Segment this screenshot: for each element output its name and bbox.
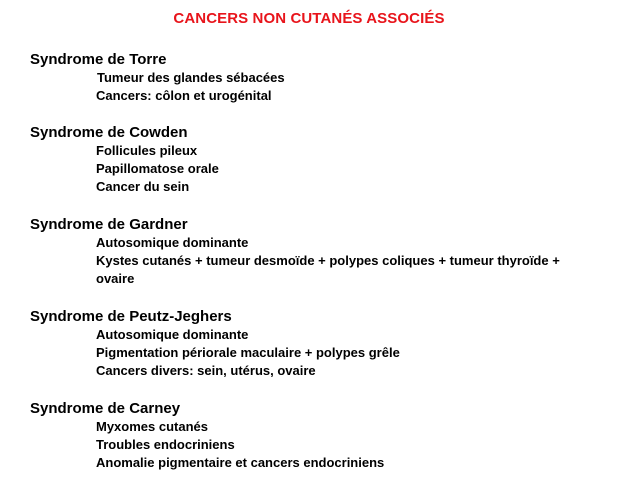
list-item: Autosomique dominante bbox=[96, 327, 249, 342]
item-list bbox=[30, 418, 610, 472]
list-item: Myxomes cutanés bbox=[96, 419, 208, 434]
section-heading: Syndrome de Torre bbox=[30, 51, 167, 68]
slide-title: CANCERS NON CUTANÉS ASSOCIÉS bbox=[173, 10, 445, 27]
list-item: Cancer du sein bbox=[96, 179, 190, 194]
section-cowden bbox=[30, 124, 610, 196]
list-item: Cancers: côlon et urogénital bbox=[96, 88, 272, 103]
section-heading: Syndrome de Carney bbox=[30, 400, 181, 417]
list-item: Troubles endocriniens bbox=[96, 437, 235, 452]
list-item: Follicules pileux bbox=[96, 143, 198, 158]
item-list bbox=[30, 142, 610, 196]
list-item: Kystes cutanés + tumeur desmoïde + polypes coliques + tumeur thyroïde + ovaire bbox=[96, 253, 560, 286]
list-item: Pigmentation périorale maculaire + polypes grêle bbox=[96, 345, 400, 360]
section-gardner bbox=[30, 216, 610, 288]
section-carney bbox=[30, 400, 610, 472]
item-list bbox=[30, 69, 610, 105]
item-list bbox=[30, 326, 610, 380]
section-heading: Syndrome de Peutz-Jeghers bbox=[30, 308, 232, 325]
list-item: Papillomatose orale bbox=[96, 161, 219, 176]
section-heading: Syndrome de Cowden bbox=[30, 124, 188, 141]
section-heading: Syndrome de Gardner bbox=[30, 216, 188, 233]
list-item: Anomalie pigmentaire et cancers endocriniens bbox=[96, 455, 385, 470]
section-peutz-jeghers bbox=[30, 308, 610, 380]
item-list bbox=[30, 234, 610, 288]
list-item: Cancers divers: sein, utérus, ovaire bbox=[96, 363, 316, 378]
section-torre bbox=[30, 51, 610, 105]
list-item: Tumeur des glandes sébacées bbox=[97, 70, 285, 85]
list-item: Autosomique dominante bbox=[96, 235, 249, 250]
